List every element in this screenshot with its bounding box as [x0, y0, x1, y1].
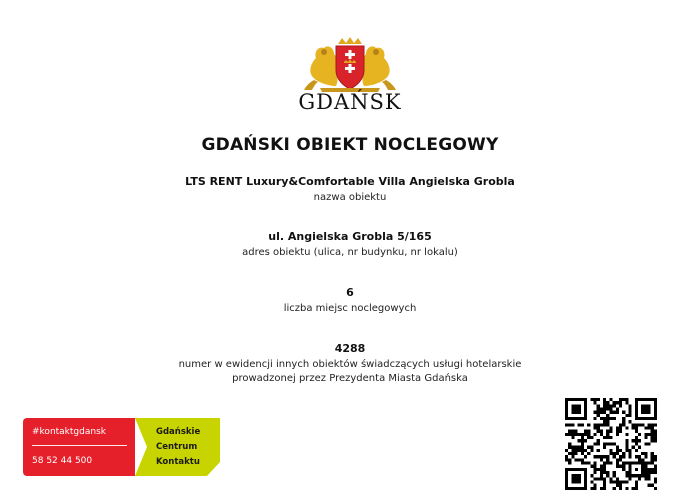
bed-count-field [0, 285, 700, 316]
gdansk-coat-of-arms-icon [300, 36, 400, 92]
contact-center-line2: Centrum [156, 442, 198, 452]
document-title: GDAŃSKI OBIEKT NOCLEGOWY [201, 135, 499, 155]
registry-number-caption-line2: prowadzonej przez Prezydenta Miasta Gdańska [232, 373, 468, 384]
contact-hashtag: #kontaktgdansk [32, 427, 106, 437]
registry-number-value: 4288 [334, 342, 366, 355]
contact-center-line3: Kontaktu [156, 457, 200, 467]
contact-center-name [156, 425, 200, 470]
registry-number-caption: numer w ewidencji innych obiektów świadczących usługi hotelarskie [178, 359, 522, 370]
property-name-value: LTS RENT Luxury&Comfortable Villa Angielska Grobla [185, 175, 515, 188]
contact-phone: 58 52 44 500 [32, 456, 93, 466]
registry-number-field [0, 341, 700, 386]
contact-center-banner [23, 418, 220, 476]
city-name: GDAŃSK [298, 90, 402, 114]
property-address-caption: adres obiektu (ulica, nr budynku, nr lokalu) [242, 247, 458, 258]
property-address-field [0, 229, 700, 260]
bed-count-caption: liczba miejsc noclegowych [283, 303, 417, 314]
contact-divider [32, 445, 127, 446]
contact-banner-red-panel [23, 418, 135, 476]
property-address-value: ul. Angielska Grobla 5/165 [268, 230, 432, 243]
property-name-caption: nazwa obiektu [313, 192, 387, 203]
contact-center-line1: Gdańskie [156, 427, 201, 437]
qr-code-icon[interactable] [565, 398, 657, 490]
property-name-field [0, 174, 700, 205]
bed-count-value: 6 [346, 286, 354, 299]
